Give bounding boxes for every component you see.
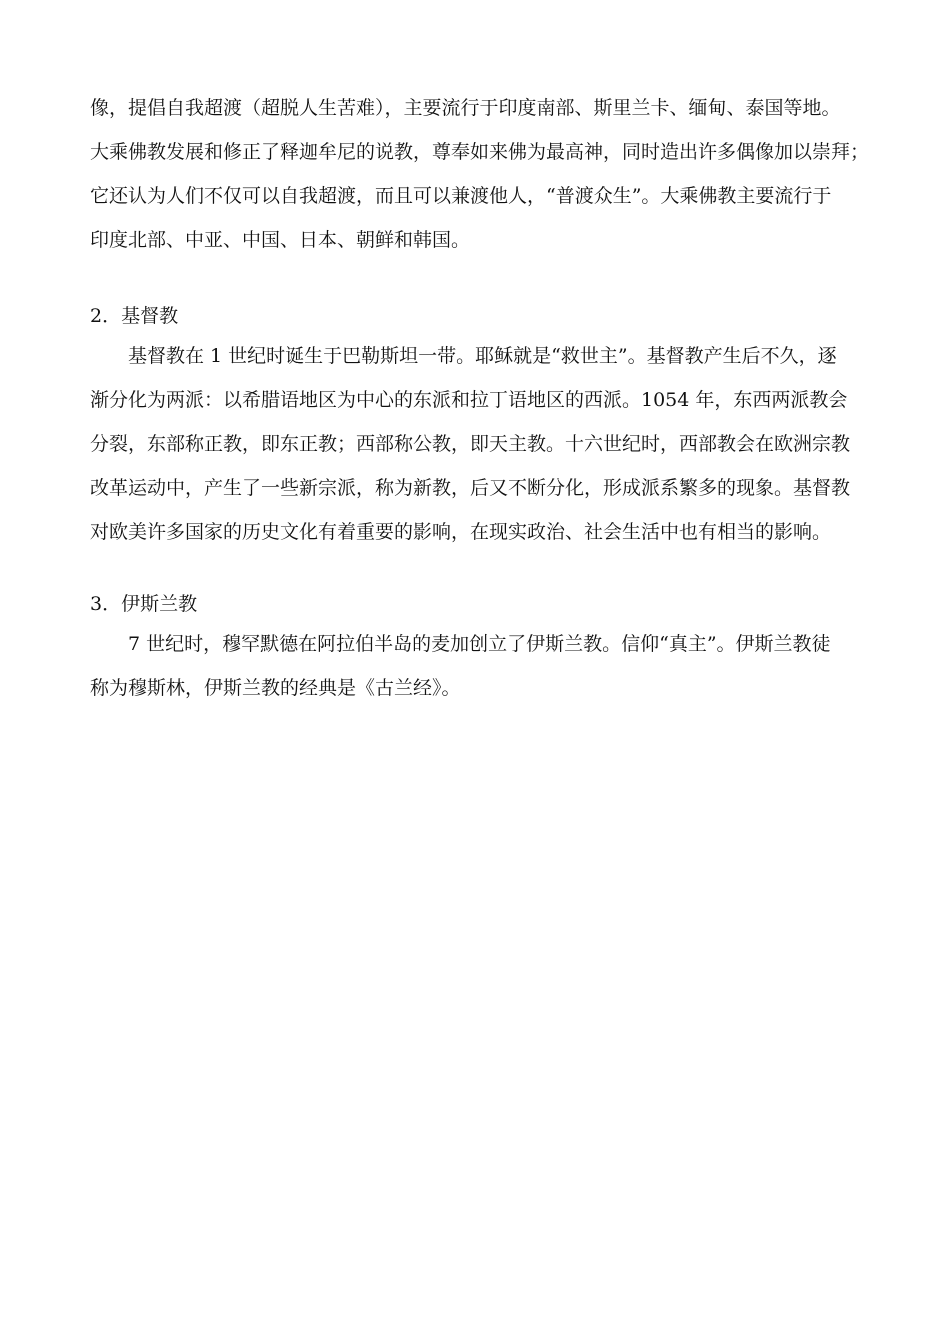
- paragraph-line: 改革运动中，产生了一些新宗派，称为新教，后又不断分化，形成派系繁多的现象。基督教: [90, 477, 851, 499]
- intro-line: 像，提倡自我超渡（超脱人生苦难），主要流行于印度南部、斯里兰卡、缅甸、泰国等地。: [90, 97, 841, 119]
- intro-line: 印度北部、中亚、中国、日本、朝鲜和韩国。: [90, 229, 471, 251]
- paragraph-line: 分裂，东部称正教，即东正教；西部称公教，即天主教。十六世纪时，西部教会在欧洲宗教: [90, 433, 851, 455]
- section-heading-islam: 3．伊斯兰教: [90, 593, 198, 615]
- paragraph-line: 7 世纪时，穆罕默德在阿拉伯半岛的麦加创立了伊斯兰教。信仰“真主”。伊斯兰教徒: [128, 633, 831, 655]
- paragraph-line: 渐分化为两派：以希腊语地区为中心的东派和拉丁语地区的西派。1054 年，东西两派教会: [90, 389, 848, 411]
- intro-line: 它还认为人们不仅可以自我超渡，而且可以兼渡他人，“普渡众生”。大乘佛教主要流行于: [90, 185, 832, 207]
- intro-line: 大乘佛教发展和修正了释迦牟尼的说教，尊奉如来佛为最高神，同时造出许多偶像加以崇拜；: [90, 141, 870, 163]
- paragraph-line: 对欧美许多国家的历史文化有着重要的影响，在现实政治、社会生活中也有相当的影响。: [90, 521, 832, 543]
- paragraph-line: 称为穆斯林，伊斯兰教的经典是《古兰经》。: [90, 677, 461, 699]
- section-heading-christianity: 2．基督教: [90, 305, 179, 327]
- paragraph-line: 基督教在 1 世纪时诞生于巴勒斯坦一带。耶稣就是“救世主”。基督教产生后不久，逐: [128, 345, 837, 367]
